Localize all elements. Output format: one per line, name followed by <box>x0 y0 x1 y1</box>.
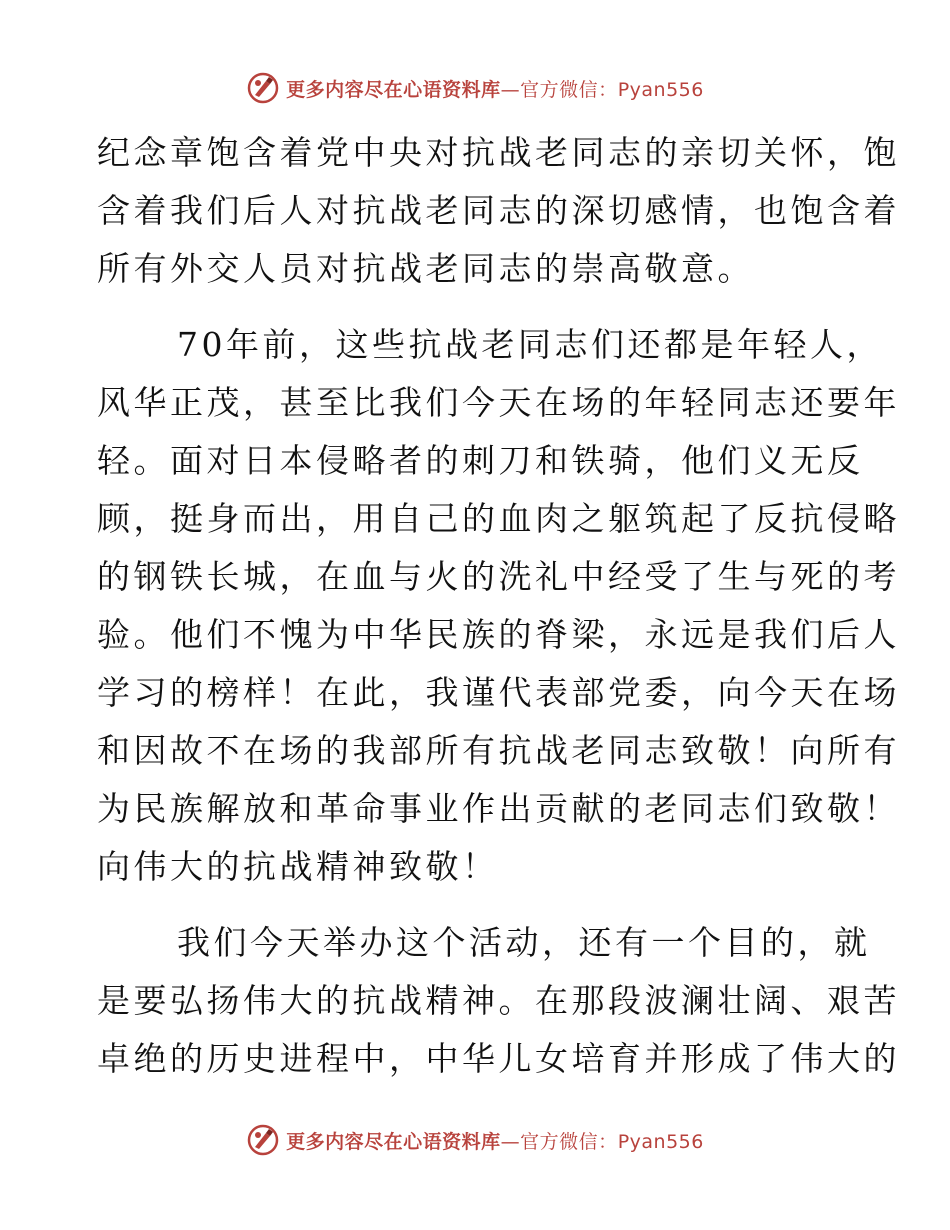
text-line: 顾，挺身而出，用自己的血肉之躯筑起了反抗侵略 <box>97 499 900 538</box>
text-line: 是要弘扬伟大的抗战精神。在那段波澜壮阔、艰苦 <box>97 981 900 1020</box>
footer-wechat-id: Pyan556 <box>617 1130 704 1153</box>
header-banner-text <box>286 75 704 102</box>
header-banner-separator: — <box>500 78 521 101</box>
footer-banner <box>0 1120 950 1160</box>
text-line: 向伟大的抗战精神致敬！ <box>97 847 499 886</box>
footer-wechat-label: 官方微信： <box>520 1130 618 1153</box>
text-line: 卓绝的历史进程中，中华儿女培育并形成了伟大的 <box>97 1039 900 1078</box>
text-line: 风华正茂，甚至比我们今天在场的年轻同志还要年 <box>97 383 900 422</box>
header-banner <box>0 68 950 108</box>
text-line: 为民族解放和革命事业作出贡献的老同志们致敬！ <box>97 789 900 828</box>
footer-banner-title: 更多内容尽在心语资料库 <box>286 1130 501 1153</box>
paragraph-3 <box>97 914 900 1088</box>
header-wechat-id: Pyan556 <box>617 78 704 101</box>
paragraph-2 <box>97 316 900 896</box>
text-line: 学习的榜样！在此，我谨代表部党委，向今天在场 <box>97 673 900 712</box>
text-line: 70年前，这些抗战老同志们还都是年轻人， <box>177 325 883 364</box>
brand-logo-icon <box>246 71 280 105</box>
brand-logo-icon <box>246 1123 280 1157</box>
document-body <box>97 124 900 1106</box>
text-line: 我们今天举办这个活动，还有一个目的，就 <box>177 923 871 962</box>
text-line: 验。他们不愧为中华民族的脊梁，永远是我们后人 <box>97 615 900 654</box>
text-line: 的钢铁长城，在血与火的洗礼中经受了生与死的考 <box>97 557 900 596</box>
header-banner-title: 更多内容尽在心语资料库 <box>286 78 501 101</box>
text-line: 含着我们后人对抗战老同志的深切感情，也饱含着 <box>97 191 900 230</box>
paragraph-1 <box>97 124 900 298</box>
footer-banner-text <box>286 1127 704 1154</box>
text-line: 所有外交人员对抗战老同志的崇高敬意。 <box>97 249 754 288</box>
text-line: 纪念章饱含着党中央对抗战老同志的亲切关怀，饱 <box>97 133 900 172</box>
text-line: 轻。面对日本侵略者的刺刀和铁骑，他们义无反 <box>97 441 864 480</box>
text-line: 和因故不在场的我部所有抗战老同志致敬！向所有 <box>97 731 900 770</box>
header-wechat-label: 官方微信： <box>520 78 618 101</box>
footer-banner-separator: — <box>500 1130 521 1153</box>
